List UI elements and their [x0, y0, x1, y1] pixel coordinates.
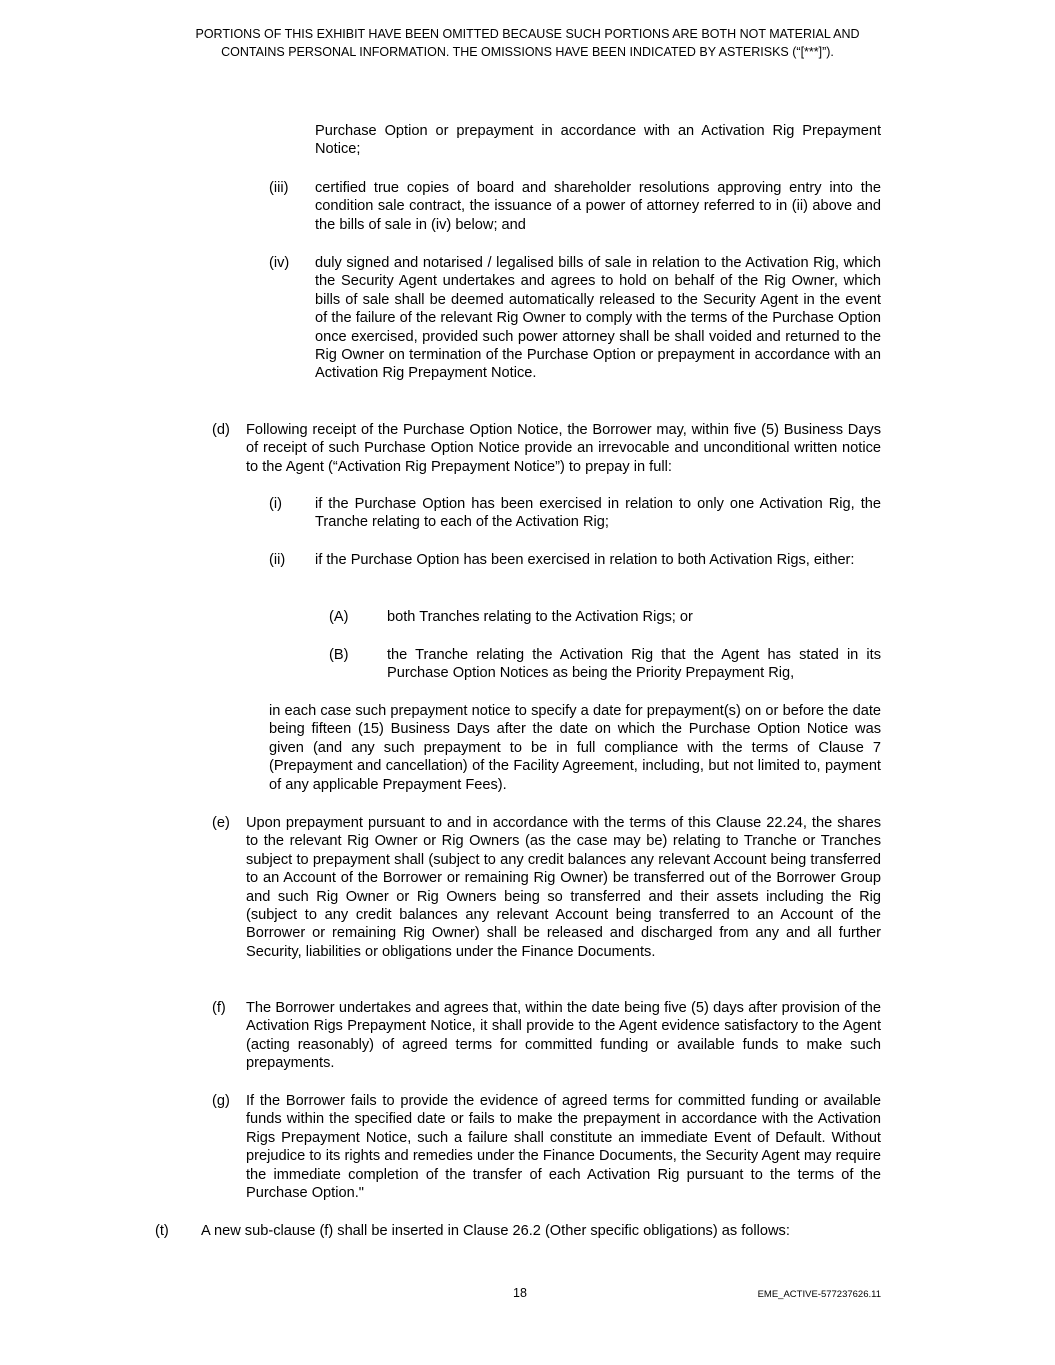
- item-d-text-before: Following receipt of the Purchase Option Notice, the Borrower may, within five (5) Business Days of receipt of such Purchase Option Notice provide an irrevocable and unconditional written notice to the Agent (“: [246, 422, 881, 475]
- item-d-label: (d): [212, 422, 230, 438]
- item-d-text: [246, 421, 881, 476]
- defined-term: Activation Rig Prepayment Notice: [337, 458, 556, 475]
- item-iii-text: certified true copies of board and shareholder resolutions approving entry into the condition sale contract, the issuance of a power of attorney referred to in (ii) above and the bills of sale in (iv) below; and: [315, 180, 881, 233]
- item-e-label: (e): [212, 815, 230, 831]
- in-each-case-paragraph: in each case such prepayment notice to specify a date for prepayment(s) on or before the date being fifteen (15) Business Days after the date on which the Purchase Option Notice was given (and any such prepayment to be in full compliance with the terms of Clause 7 (Prepayment and cancellation) of the Facility Agreement, including, but not limited to, payment of any applicable Prepayment Fees).: [269, 703, 881, 793]
- item-g-text: If the Borrower fails to provide the evidence of agreed terms for committed funding or available funds within the specified date or fails to make the prepayment in accordance with the Activation Rigs Prepayment Notice, such a failure shall constitute an immediate Event of Default. Without prejudice to its rights and remedies under the Finance Documents, the Security Agent may require the immediate completion of the transfer of each Activation Rig pursuant to the terms of the Purchase Option.": [246, 1093, 881, 1202]
- item-d-ii-text: if the Purchase Option has been exercised in relation to both Activation Rigs, either:: [315, 552, 855, 568]
- continuation-paragraph: Purchase Option or prepayment in accordance with an Activation Rig Prepayment Notice;: [315, 123, 881, 158]
- item-iv-label: (iv): [269, 255, 290, 271]
- item-B-text: the Tranche relating the Activation Rig that the Agent has stated in its Purchase Option Notices as being the Priority Prepayment Rig,: [387, 647, 881, 682]
- item-d-text-after: ”) to prepay in full:: [555, 458, 672, 475]
- omission-notice-header: [100, 25, 955, 61]
- item-d-i-label: (i): [269, 496, 282, 512]
- item-A-label: (A): [329, 609, 349, 625]
- header-line-1: PORTIONS OF THIS EXHIBIT HAVE BEEN OMITTED BECAUSE SUCH PORTIONS ARE BOTH NOT MATERIAL AND: [195, 27, 860, 41]
- item-g-label: (g): [212, 1093, 230, 1109]
- item-e-text: Upon prepayment pursuant to and in accordance with the terms of this Clause 22.24, the shares to the relevant Rig Owner or Rig Owners (as the case may be) relating to Tranche or Tranches subject to prepayment shall (subject to any credit balances any relevant Account being transferred to an Account of the Borrower or remaining Rig Owner) be transferred out of the Borrower Group and such Rig Owner or Rig Owners being so transferred and their assets including the Rig (subject to any credit balances any relevant Account being transferred to an Account of the Borrower or remaining Rig Owner) shall be released and discharged from any and all further Security, liabilities or obligations under the Finance Documents.: [246, 815, 881, 960]
- page-number: 18: [513, 1286, 527, 1300]
- item-d-i-text: if the Purchase Option has been exercised in relation to only one Activation Rig, the Tranche relating to each of the Activation Rig;: [315, 496, 881, 531]
- item-A-text: both Tranches relating to the Activation Rigs; or: [387, 609, 693, 625]
- item-iv-text: duly signed and notarised / legalised bills of sale in relation to the Activation Rig, which the Security Agent undertakes and agrees to hold on behalf of the Rig Owner, which bills of sale shall be deemed automatically released to the Security Agent in the event of the failure of the relevant Rig Owner to comply with the terms of the Purchase Option once exercised, provided such power attorney shall be shall voided and returned to the Rig Owner on termination of the Purchase Option or prepayment in accordance with an Activation Rig Prepayment Notice.: [315, 255, 881, 382]
- item-t-label: (t): [155, 1223, 169, 1239]
- item-f-text: The Borrower undertakes and agrees that, within the date being five (5) days after provision of the Activation Rigs Prepayment Notice, it shall provide to the Agent evidence satisfactory to the Agent (acting reasonably) of agreed terms for committed funding or available funds to make such prepayments.: [246, 1000, 881, 1072]
- document-id: EME_ACTIVE-577237626.11: [757, 1289, 881, 1300]
- item-t-text: A new sub-clause (f) shall be inserted in Clause 26.2 (Other specific obligations) as follows:: [201, 1223, 790, 1239]
- item-B-label: (B): [329, 647, 349, 663]
- header-line-2: CONTAINS PERSONAL INFORMATION. THE OMISSIONS HAVE BEEN INDICATED BY ASTERISKS (“[***]”).: [221, 45, 834, 59]
- item-iii-label: (iii): [269, 180, 289, 196]
- item-d-ii-label: (ii): [269, 552, 286, 568]
- item-f-label: (f): [212, 1000, 226, 1016]
